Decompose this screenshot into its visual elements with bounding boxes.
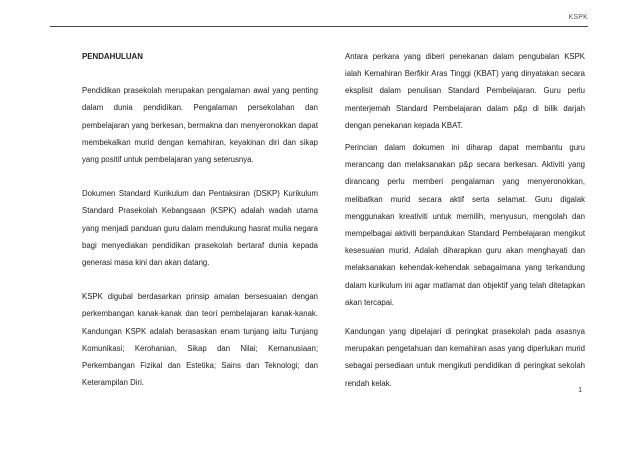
- paragraph: Dokumen Standard Kurikulum dan Pentaksiran (DSKP) Kurikulum Standard Prasekolah Kebangsaan (KSPK) adalah wadah utama yang menjadi panduan guru dalam mendukung hasrat mulia negara bagi menyediakan pendidikan prasekolah bertaraf dunia kepada generasi masa kini dan akan datang.: [82, 189, 318, 268]
- section-heading: PENDAHULUAN: [82, 52, 143, 61]
- paragraph: Pendidikan prasekolah merupakan pengalaman awal yang penting dalam dunia pendidikan. Pengalaman persekolahan dan pembelajaran yang berkesan, bermakna dan menyeronokkan dapat membekalkan murid dengan kemahiran, keyakinan diri dan sikap yang positif untuk pembelajaran yang seterusnya.: [82, 86, 318, 165]
- paragraph: Kandungan yang dipelajari di peringkat prasekolah pada asasnya merupakan pengetahuan dan kemahiran asas yang diperlukan murid sebagai persediaan untuk mengikuti pendidikan di peringkat sekolah rendah kelak.: [345, 327, 585, 388]
- right-column: [345, 48, 585, 397]
- paragraph: Antara perkara yang diberi penekanan dalam pengubalan KSPK ialah Kemahiran Berfikir Aras Tinggi (KBAT) yang dinyatakan secara eksplisit dalam penulisan Standard Pembelajaran. Guru perlu menterjemah Standard Pembelajaran dalam p&p di bilik darjah dengan penekanan kepada KBAT.: [345, 52, 585, 130]
- paragraph: KSPK digubal berdasarkan prinsip amalan bersesuaian dengan perkembangan kanak-kanak dan teori pembelajaran kanak-kanak. Kandungan KSPK adalah berasaskan enam tunjang iaitu Tunjang Komunikasi; Kerohanian, Sikap dan Nilai; Kemanusiaan; Perkembangan Fizikal dan Estetika; Sains dan Teknologi; dan Keterampilan Diri.: [82, 292, 318, 388]
- paragraph: Perincian dalam dokumen ini diharap dapat membantu guru merancang dan melaksanakan p&p secara berkesan. Aktiviti yang dirancang perlu memberi pengalaman yang menyeronokkan, melibatkan murid secara aktif serta selamat. Guru digalak menggunakan kreativiti untuk memilih, menyusun, mengolah dan mempelbagai aktiviti berpandukan Standard Pembelajaran mengikut kesesuaian murid. Adalah diharapkan guru akan menghayati dan melaksanakan kehendak-kehendak sebagaimana yang terkandung dalam kurikulum ini agar matlamat dan objektif yang telah ditetapkan akan tercapai.: [345, 143, 585, 307]
- header-rule: [50, 26, 588, 27]
- page-number: 1: [578, 387, 582, 394]
- left-column: [82, 48, 318, 408]
- header-label: KSPK: [568, 14, 588, 21]
